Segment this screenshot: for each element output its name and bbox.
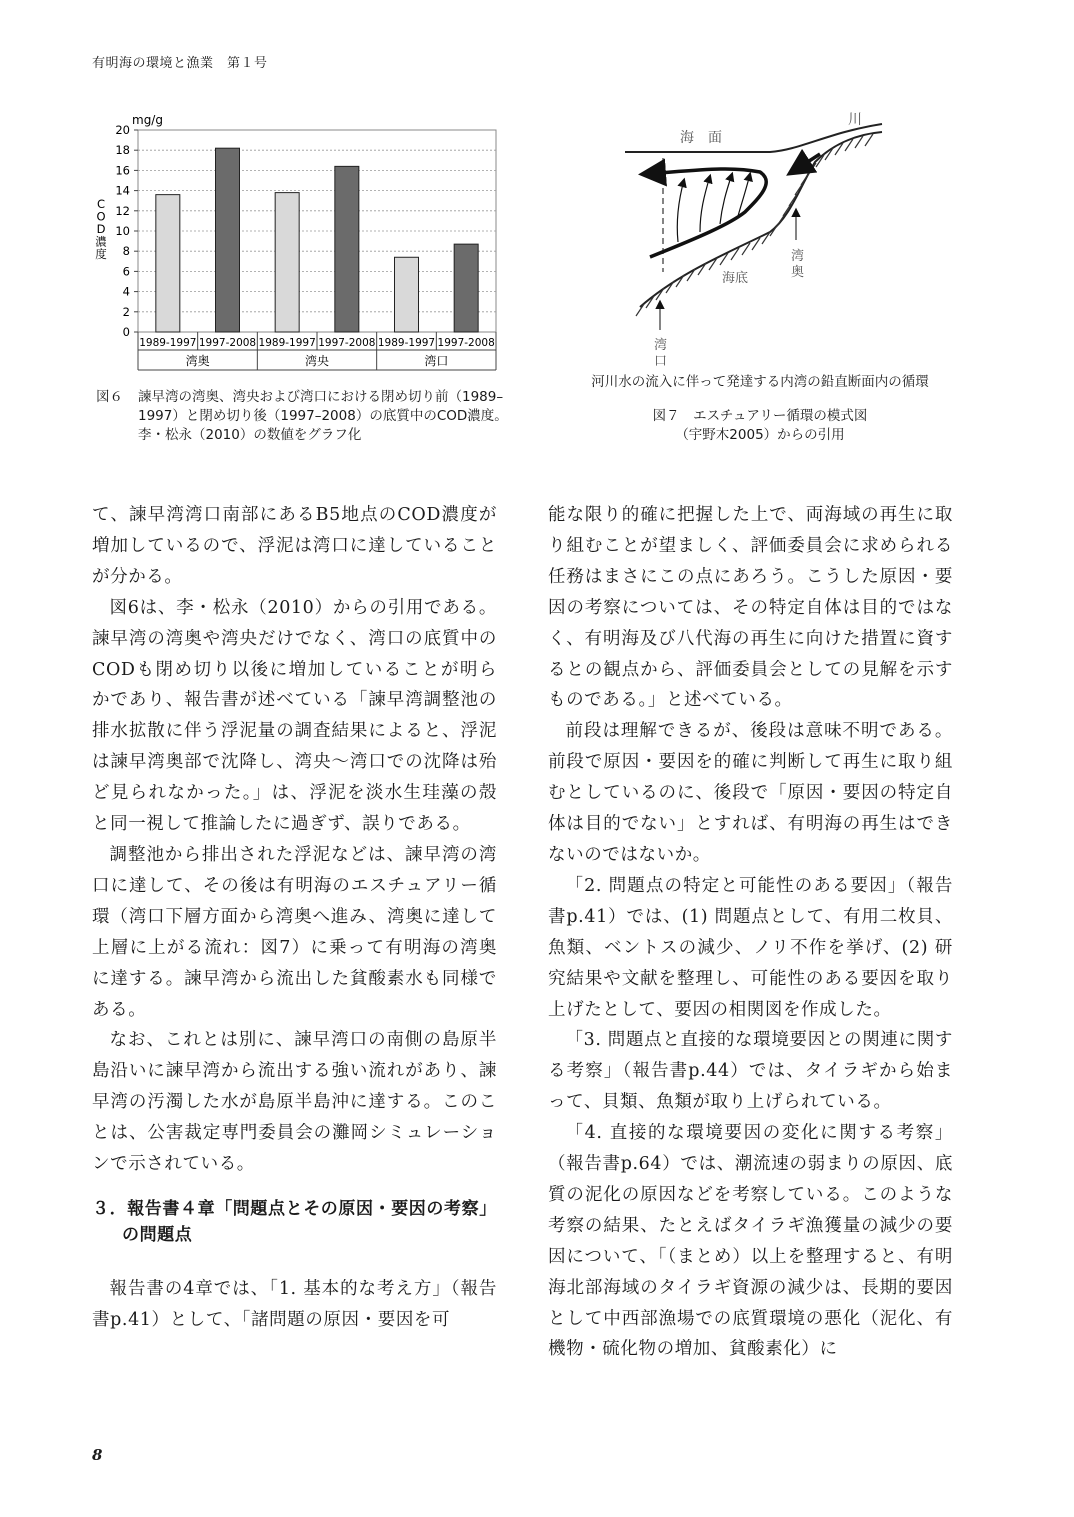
cod-bar-chart (90, 112, 510, 382)
figure6-label: 図６ (96, 389, 123, 405)
y-tick-label: 4 (122, 284, 130, 299)
upwelling-arrow-2 (700, 176, 710, 232)
y-tick-label: 8 (122, 244, 130, 259)
bar (275, 193, 299, 332)
y-tick-label: 12 (115, 203, 130, 218)
y-axis-label-char: O (96, 209, 106, 224)
chart-y-axis-label (95, 197, 107, 261)
paragraph: 能な限り的確に把握した上で、両海域の再生に取り組むことが望ましく、評価委員会に求められる任務はまさにこの点にあろう。こうした原因・要因の考察については、その特定自体は目的ではなく、有明海及び八代海の再生に向けた措置に資するとの観点から、評価委員会としての見解を示すものである。」と述べている。 (548, 505, 953, 711)
figure7-subtitle: 河川水の流入に伴って発達する内湾の鉛直断面内の循環 (591, 374, 929, 390)
y-axis-label-char: 度 (95, 247, 107, 261)
x-period-label: 1989-1997 (139, 337, 197, 349)
chart-bars (156, 148, 478, 332)
page-number: 8 (92, 1446, 103, 1464)
chart-unit-label: mg/g (132, 113, 163, 127)
body-column-right (548, 500, 953, 1365)
x-group-label: 湾央 (304, 354, 330, 368)
x-period-label: 1997-2008 (437, 337, 495, 349)
chart-x-axis (138, 332, 496, 370)
figure6-caption (96, 388, 516, 445)
river-label: 川 (848, 112, 862, 128)
x-period-label: 1989-1997 (377, 337, 436, 349)
upwelling-arrow-1 (677, 180, 684, 242)
bay-head-label: 湾奥 (791, 249, 805, 280)
bar (454, 244, 478, 332)
section-heading-line1: ３．報告書４章「問題点とその原因・要因の考察」 (92, 1198, 497, 1219)
bar (216, 148, 240, 332)
x-period-label: 1989-1997 (258, 337, 316, 349)
y-tick-label: 2 (122, 304, 130, 319)
chart-y-axis (115, 123, 138, 339)
sea-surface-line (625, 124, 882, 152)
x-group-label: 湾口 (424, 354, 449, 368)
y-tick-label: 16 (115, 163, 130, 178)
seabed-label: 海底 (722, 271, 749, 286)
y-tick-label: 14 (115, 183, 130, 198)
y-axis-label-char: C (96, 197, 106, 211)
figure7-caption (540, 407, 980, 445)
paragraph: 「3. 問題点と直接的な環境要因との関連に関する考察」（報告書p.44）では、タイラギから始まって、貝類、魚類が取り上げられている。 (548, 1030, 953, 1113)
bay-head-label-group (791, 210, 804, 280)
running-header: 有明海の環境と漁業 第１号 (92, 56, 268, 71)
paragraph: 「4. 直接的な環境要因の変化に関する考察」（報告書p.64）では、潮流速の弱まりの原因、底質の泥化の原因などを考察している。このような考察の結果、たとえばタイラギ漁獲量の減少の要因について、「（まとめ）以上を整理すると、有明海北部海域のタイラギ資源の減少は、長期的要因として中西部漁場での底質環境の悪化（泥化、有機物・硫化物の増加、貧酸素化）に (548, 1123, 953, 1360)
bar (335, 166, 359, 332)
paragraph: 前段は理解できるが、後段は意味不明である。前段で原因・要因を的確に判断して再生に取り組むとしているのに、後段で「原因・要因の特定自体は目的でない」とすれば、有明海の再生はできないのではないか。 (548, 721, 953, 865)
x-group-label: 湾奥 (185, 354, 210, 368)
paragraph: 図6は、李・松永（2010）からの引用である。諫早湾の湾奥や湾央だけでなく、湾口の底質中のCODも閉め切り以後に増加していることが明らかであり、報告書が述べている「諫早湾調整池の排水拡散に伴う浮泥量の調査結果によると、浮泥は諫早湾奥部で沈降し、湾央〜湾口での沈降は殆ど見られなかった。」は、浮泥を淡水生珪藻の殻と同一視して推論したに過ぎず、誤りである。 (92, 597, 497, 835)
body-column-left (92, 500, 497, 1336)
figure7-caption-line1: 図７ エスチュアリー循環の模式図 (652, 408, 868, 424)
sea-surface-label: 海 面 (680, 130, 722, 146)
y-tick-label: 6 (122, 264, 130, 279)
paragraph: て、諫早湾湾口南部にあるB5地点のCOD濃度が増加しているので、浮泥は湾口に達していることが分かる。 (92, 505, 497, 587)
y-axis-label-char: 濃 (95, 234, 107, 249)
seabed-line (640, 132, 882, 307)
bay-mouth-label: 湾口 (654, 338, 668, 369)
estuary-circulation-diagram (600, 112, 900, 372)
paragraph: なお、これとは別に、諫早湾口の南側の島原半島沿いに諫早湾から流出する強い流れがあり、諫早湾の汚濁した水が島原半島沖に達する。このことは、公害裁定専門委員会の灘岡シミュレーションで示されている。 (92, 1030, 497, 1175)
figure7-caption-line2: （宇野木2005）からの引用 (675, 427, 845, 443)
paragraph: 調整池から排出された浮泥などは、諫早湾の湾口に達して、その後は有明海のエスチュアリー循環（湾口下層方面から湾奥へ進み、湾奥に達して上層に上がる流れ：図7）に乗って有明海の湾奥に達する。諫早湾から流出した貧酸素水も同様である。 (92, 844, 497, 1020)
paragraph: 報告書の4章では、「1. 基本的な考え方」（報告書p.41）として、「諸問題の原因・要因を可 (92, 1278, 497, 1330)
paragraph: 「2. 問題点の特定と可能性のある要因」（報告書p.41）では、(1) 問題点として、有用二枚貝、魚類、ベントスの減少、ノリ不作を挙げ、(2) 研究結果や文献を整理し、可能性のある要因を取り上げたとして、要因の相関図を作成した。 (548, 875, 953, 1020)
y-tick-label: 0 (122, 325, 130, 339)
section-heading (92, 1196, 497, 1248)
y-tick-label: 18 (115, 143, 130, 158)
figure6-caption-text: 諫早湾の湾奥、湾央および湾口における閉め切り前（1989–1997）と閉め切り後（1997–2008）の底質中のCOD濃度。李・松永（2010）の数値をグラフ化 (138, 389, 508, 443)
section-heading-line2: の問題点 (122, 1224, 193, 1245)
x-period-label: 1997-2008 (198, 337, 257, 349)
bay-mouth-label-group (654, 302, 667, 369)
bar (395, 257, 419, 332)
chart-gridlines (138, 130, 496, 332)
y-tick-label: 10 (115, 224, 130, 238)
y-axis-label-char: D (96, 222, 106, 236)
bar (156, 195, 180, 332)
seabed-hatching (636, 134, 873, 316)
x-period-label: 1997-2008 (318, 337, 376, 349)
y-tick-label: 20 (115, 123, 130, 137)
upwelling-arrow-3 (720, 174, 732, 224)
